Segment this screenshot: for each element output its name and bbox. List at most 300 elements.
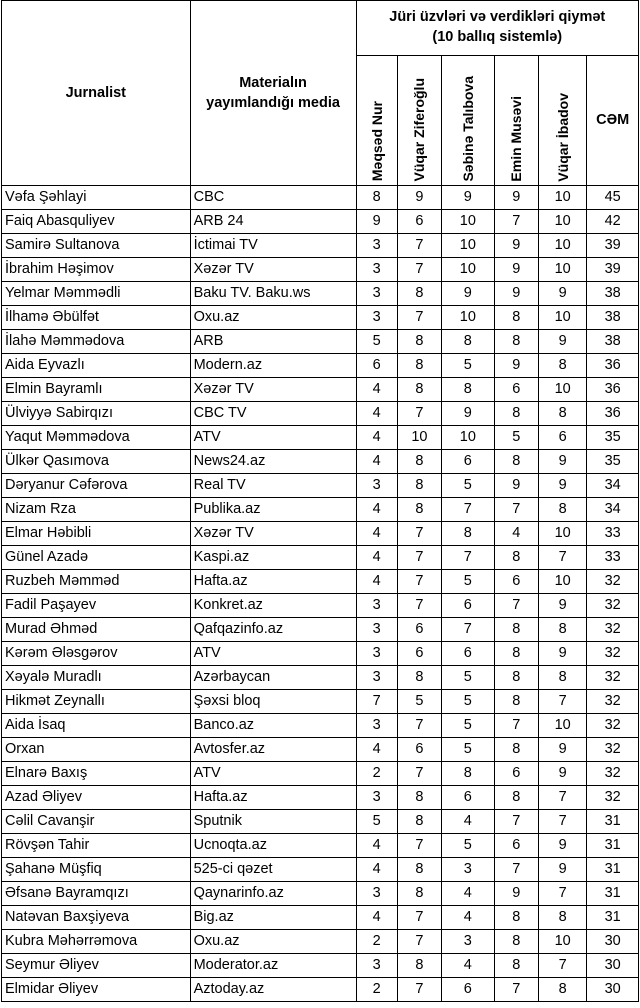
score-judge-3: 6 xyxy=(442,594,495,618)
score-judge-2: 10 xyxy=(397,426,441,450)
score-judge-2: 8 xyxy=(397,666,441,690)
table-row xyxy=(2,642,639,666)
score-judge-1: 4 xyxy=(356,498,397,522)
score-judge-2: 7 xyxy=(397,834,441,858)
score-judge-2: 8 xyxy=(397,282,441,306)
score-judge-1: 7 xyxy=(356,690,397,714)
journalist-name: Kərəm Ələsgərov xyxy=(2,642,191,666)
score-judge-3: 4 xyxy=(442,906,495,930)
journalist-name: Aida İsaq xyxy=(2,714,191,738)
score-judge-3: 5 xyxy=(442,834,495,858)
score-judge-3: 4 xyxy=(442,810,495,834)
score-judge-1: 5 xyxy=(356,330,397,354)
table-row xyxy=(2,786,639,810)
media-name: Qaynarinfo.az xyxy=(190,882,356,906)
total-score: 35 xyxy=(587,426,639,450)
media-name: Sputnik xyxy=(190,810,356,834)
score-judge-3: 6 xyxy=(442,978,495,1002)
score-judge-2: 7 xyxy=(397,402,441,426)
table-row xyxy=(2,402,639,426)
score-judge-4: 5 xyxy=(494,426,538,450)
judge-name: Səbinə Talıbova xyxy=(459,75,476,182)
score-judge-5: 9 xyxy=(538,642,586,666)
media-name: Baku TV. Baku.ws xyxy=(190,282,356,306)
media-name: Banco.az xyxy=(190,714,356,738)
score-judge-2: 8 xyxy=(397,882,441,906)
journalist-name: Elmidar Əliyev xyxy=(2,978,191,1002)
media-name: Hafta.az xyxy=(190,570,356,594)
score-judge-5: 7 xyxy=(538,786,586,810)
total-score: 32 xyxy=(587,642,639,666)
score-judge-3: 10 xyxy=(442,306,495,330)
total-label: CƏM xyxy=(596,112,630,129)
media-name: Hafta.az xyxy=(190,786,356,810)
total-score: 31 xyxy=(587,882,639,906)
table-row xyxy=(2,810,639,834)
score-judge-5: 8 xyxy=(538,354,586,378)
score-judge-3: 4 xyxy=(442,954,495,978)
score-judge-3: 8 xyxy=(442,330,495,354)
journalist-name: Fadil Paşayev xyxy=(2,594,191,618)
score-judge-5: 8 xyxy=(538,906,586,930)
score-judge-3: 6 xyxy=(442,642,495,666)
journalist-name: Şahanə Müşfiq xyxy=(2,858,191,882)
score-judge-2: 7 xyxy=(397,258,441,282)
judge-header-3 xyxy=(442,56,495,186)
total-score: 32 xyxy=(587,762,639,786)
score-judge-5: 10 xyxy=(538,306,586,330)
media-name: Kaspi.az xyxy=(190,546,356,570)
journalist-name: Hikmət Zeynallı xyxy=(2,690,191,714)
table-row xyxy=(2,426,639,450)
score-judge-4: 8 xyxy=(494,618,538,642)
media-name: Aztoday.az xyxy=(190,978,356,1002)
score-judge-2: 8 xyxy=(397,378,441,402)
table-row xyxy=(2,762,639,786)
score-judge-1: 4 xyxy=(356,522,397,546)
score-judge-2: 7 xyxy=(397,930,441,954)
score-judge-5: 8 xyxy=(538,978,586,1002)
total-score: 31 xyxy=(587,858,639,882)
table-row xyxy=(2,858,639,882)
score-judge-1: 3 xyxy=(356,618,397,642)
score-judge-2: 7 xyxy=(397,906,441,930)
score-judge-1: 3 xyxy=(356,282,397,306)
judge-header-2 xyxy=(397,56,441,186)
score-judge-3: 10 xyxy=(442,234,495,258)
journalist-name: İlahə Məmmədova xyxy=(2,330,191,354)
journalist-name: İbrahim Həşimov xyxy=(2,258,191,282)
media-name: Konkret.az xyxy=(190,594,356,618)
table-row xyxy=(2,474,639,498)
score-judge-4: 4 xyxy=(494,522,538,546)
score-judge-5: 8 xyxy=(538,402,586,426)
score-judge-2: 8 xyxy=(397,858,441,882)
table-row xyxy=(2,378,639,402)
media-name: Big.az xyxy=(190,906,356,930)
score-judge-1: 4 xyxy=(356,450,397,474)
journalist-name: Nizam Rza xyxy=(2,498,191,522)
media-name: Modern.az xyxy=(190,354,356,378)
journalist-name: Yaqut Məmmədova xyxy=(2,426,191,450)
score-judge-5: 9 xyxy=(538,282,586,306)
judge-name: Məqsəd Nur xyxy=(368,101,385,182)
score-judge-4: 8 xyxy=(494,546,538,570)
score-judge-5: 9 xyxy=(538,738,586,762)
score-judge-4: 7 xyxy=(494,858,538,882)
score-judge-5: 10 xyxy=(538,930,586,954)
score-judge-3: 9 xyxy=(442,282,495,306)
table-row xyxy=(2,978,639,1002)
score-judge-1: 3 xyxy=(356,642,397,666)
journalist-name: Ülkər Qasımova xyxy=(2,450,191,474)
score-judge-4: 9 xyxy=(494,282,538,306)
table-row xyxy=(2,210,639,234)
score-judge-2: 6 xyxy=(397,738,441,762)
table-row xyxy=(2,690,639,714)
score-judge-5: 10 xyxy=(538,186,586,210)
score-judge-4: 7 xyxy=(494,714,538,738)
judge-header-4 xyxy=(494,56,538,186)
media-name: ATV xyxy=(190,642,356,666)
score-judge-4: 8 xyxy=(494,450,538,474)
journalist-name: Kubra Məhərrəmova xyxy=(2,930,191,954)
score-judge-5: 7 xyxy=(538,546,586,570)
jury-title-line2: (10 ballıq sistemlə) xyxy=(432,29,563,45)
score-judge-3: 10 xyxy=(442,258,495,282)
media-name: CBC xyxy=(190,186,356,210)
score-judge-4: 9 xyxy=(494,354,538,378)
score-judge-1: 9 xyxy=(356,210,397,234)
journalist-name: Ruzbeh Məmməd xyxy=(2,570,191,594)
total-score: 45 xyxy=(587,186,639,210)
score-judge-2: 7 xyxy=(397,594,441,618)
journalist-name: Xəyalə Muradlı xyxy=(2,666,191,690)
score-judge-2: 7 xyxy=(397,306,441,330)
score-judge-3: 5 xyxy=(442,666,495,690)
score-judge-2: 7 xyxy=(397,714,441,738)
score-judge-1: 4 xyxy=(356,378,397,402)
journalist-name: Elmin Bayramlı xyxy=(2,378,191,402)
score-judge-5: 10 xyxy=(538,522,586,546)
score-judge-4: 9 xyxy=(494,258,538,282)
journalist-name: Əfsanə Bayramqızı xyxy=(2,882,191,906)
score-judge-5: 9 xyxy=(538,330,586,354)
score-judge-4: 8 xyxy=(494,402,538,426)
media-name: Publika.az xyxy=(190,498,356,522)
total-column-header xyxy=(587,56,639,186)
media-name: Xəzər TV xyxy=(190,522,356,546)
score-judge-2: 7 xyxy=(397,978,441,1002)
journalist-name: Yelmar Məmmədli xyxy=(2,282,191,306)
total-score: 32 xyxy=(587,690,639,714)
score-judge-5: 10 xyxy=(538,210,586,234)
score-judge-3: 4 xyxy=(442,882,495,906)
score-judge-4: 7 xyxy=(494,978,538,1002)
score-judge-4: 9 xyxy=(494,474,538,498)
score-judge-2: 8 xyxy=(397,330,441,354)
score-judge-5: 7 xyxy=(538,690,586,714)
score-judge-3: 8 xyxy=(442,522,495,546)
score-judge-1: 2 xyxy=(356,930,397,954)
score-judge-1: 4 xyxy=(356,906,397,930)
table-row xyxy=(2,882,639,906)
score-judge-3: 7 xyxy=(442,498,495,522)
score-judge-5: 8 xyxy=(538,618,586,642)
score-judge-2: 8 xyxy=(397,810,441,834)
total-score: 32 xyxy=(587,618,639,642)
media-name: Oxu.az xyxy=(190,306,356,330)
total-score: 36 xyxy=(587,402,639,426)
media-name: CBC TV xyxy=(190,402,356,426)
score-judge-5: 7 xyxy=(538,810,586,834)
media-name: Avtosfer.az xyxy=(190,738,356,762)
journalist-name: Elnarə Baxış xyxy=(2,762,191,786)
score-judge-1: 3 xyxy=(356,306,397,330)
journalist-name: Dəryanur Cəfərova xyxy=(2,474,191,498)
score-judge-2: 6 xyxy=(397,642,441,666)
score-judge-4: 8 xyxy=(494,930,538,954)
score-judge-5: 9 xyxy=(538,762,586,786)
score-judge-5: 9 xyxy=(538,858,586,882)
judge-header-5 xyxy=(538,56,586,186)
judge-name: Emin Musəvi xyxy=(508,95,525,182)
score-judge-1: 3 xyxy=(356,594,397,618)
total-score: 34 xyxy=(587,498,639,522)
score-judge-3: 9 xyxy=(442,402,495,426)
score-judge-1: 8 xyxy=(356,186,397,210)
score-judge-4: 6 xyxy=(494,762,538,786)
score-judge-2: 9 xyxy=(397,186,441,210)
table-row xyxy=(2,234,639,258)
score-judge-4: 9 xyxy=(494,882,538,906)
score-judge-2: 7 xyxy=(397,234,441,258)
score-judge-2: 5 xyxy=(397,690,441,714)
score-judge-1: 3 xyxy=(356,786,397,810)
table-row xyxy=(2,354,639,378)
score-judge-2: 8 xyxy=(397,498,441,522)
table-row xyxy=(2,666,639,690)
journalist-name: Seymur Əliyev xyxy=(2,954,191,978)
score-judge-1: 6 xyxy=(356,354,397,378)
score-judge-5: 7 xyxy=(538,882,586,906)
media-name: İctimai TV xyxy=(190,234,356,258)
table-row xyxy=(2,522,639,546)
score-judge-4: 6 xyxy=(494,570,538,594)
score-judge-2: 7 xyxy=(397,570,441,594)
media-name: Oxu.az xyxy=(190,930,356,954)
score-judge-2: 6 xyxy=(397,618,441,642)
table-row xyxy=(2,834,639,858)
score-judge-4: 7 xyxy=(494,210,538,234)
score-judge-5: 10 xyxy=(538,570,586,594)
table-row xyxy=(2,258,639,282)
journalist-name: İlhamə Əbülfət xyxy=(2,306,191,330)
score-judge-4: 8 xyxy=(494,954,538,978)
journalist-name: Orxan xyxy=(2,738,191,762)
score-judge-4: 8 xyxy=(494,642,538,666)
total-score: 36 xyxy=(587,354,639,378)
header-row-top xyxy=(2,1,639,56)
media-name: Ucnoqta.az xyxy=(190,834,356,858)
total-score: 31 xyxy=(587,810,639,834)
score-judge-3: 8 xyxy=(442,762,495,786)
score-judge-2: 7 xyxy=(397,546,441,570)
media-name: News24.az xyxy=(190,450,356,474)
score-judge-5: 9 xyxy=(538,834,586,858)
journalist-name: Aida Eyvazlı xyxy=(2,354,191,378)
table-row xyxy=(2,954,639,978)
media-name: Xəzər TV xyxy=(190,378,356,402)
score-judge-2: 6 xyxy=(397,210,441,234)
score-judge-1: 3 xyxy=(356,258,397,282)
score-judge-3: 5 xyxy=(442,690,495,714)
media-name: Moderator.az xyxy=(190,954,356,978)
total-score: 30 xyxy=(587,930,639,954)
total-score: 31 xyxy=(587,834,639,858)
media-name: ARB xyxy=(190,330,356,354)
table-body xyxy=(2,186,639,1002)
journalist-name: Cəlil Cavanşir xyxy=(2,810,191,834)
total-score: 32 xyxy=(587,594,639,618)
journalist-name: Faiq Abasquliyev xyxy=(2,210,191,234)
score-judge-1: 3 xyxy=(356,882,397,906)
score-judge-3: 6 xyxy=(442,450,495,474)
total-score: 32 xyxy=(587,738,639,762)
table-row xyxy=(2,594,639,618)
score-judge-3: 7 xyxy=(442,546,495,570)
table-row xyxy=(2,738,639,762)
score-judge-5: 9 xyxy=(538,594,586,618)
total-score: 34 xyxy=(587,474,639,498)
score-judge-1: 5 xyxy=(356,810,397,834)
table-row xyxy=(2,618,639,642)
journalist-name: Ülviyyə Sabirqızı xyxy=(2,402,191,426)
score-judge-4: 7 xyxy=(494,810,538,834)
table-row xyxy=(2,930,639,954)
table-row xyxy=(2,906,639,930)
table-row xyxy=(2,498,639,522)
score-judge-4: 8 xyxy=(494,738,538,762)
score-judge-4: 8 xyxy=(494,690,538,714)
score-judge-4: 8 xyxy=(494,906,538,930)
score-judge-5: 10 xyxy=(538,234,586,258)
score-judge-2: 7 xyxy=(397,762,441,786)
media-name: ATV xyxy=(190,762,356,786)
media-name: Azərbaycan xyxy=(190,666,356,690)
score-judge-2: 8 xyxy=(397,474,441,498)
score-judge-1: 2 xyxy=(356,762,397,786)
media-label-line2: yayımlandığı media xyxy=(206,95,340,111)
media-name: ATV xyxy=(190,426,356,450)
score-judge-1: 4 xyxy=(356,738,397,762)
score-judge-4: 8 xyxy=(494,786,538,810)
journalist-name: Murad Əhməd xyxy=(2,618,191,642)
judge-header-1 xyxy=(356,56,397,186)
score-judge-1: 4 xyxy=(356,570,397,594)
total-score: 38 xyxy=(587,282,639,306)
total-score: 38 xyxy=(587,330,639,354)
table-row xyxy=(2,450,639,474)
score-judge-4: 7 xyxy=(494,594,538,618)
total-score: 39 xyxy=(587,234,639,258)
score-judge-5: 9 xyxy=(538,450,586,474)
score-judge-5: 8 xyxy=(538,498,586,522)
score-judge-1: 2 xyxy=(356,978,397,1002)
score-judge-5: 6 xyxy=(538,426,586,450)
journalist-name: Samirə Sultanova xyxy=(2,234,191,258)
score-judge-4: 7 xyxy=(494,498,538,522)
total-score: 30 xyxy=(587,978,639,1002)
score-judge-4: 8 xyxy=(494,330,538,354)
total-score: 42 xyxy=(587,210,639,234)
score-judge-1: 4 xyxy=(356,402,397,426)
score-judge-4: 8 xyxy=(494,666,538,690)
score-judge-4: 9 xyxy=(494,234,538,258)
score-judge-4: 9 xyxy=(494,186,538,210)
total-score: 33 xyxy=(587,522,639,546)
score-judge-5: 8 xyxy=(538,666,586,690)
score-judge-5: 10 xyxy=(538,378,586,402)
score-judge-3: 5 xyxy=(442,570,495,594)
score-judge-5: 7 xyxy=(538,954,586,978)
media-label-line1: Materialın xyxy=(239,74,307,91)
score-judge-1: 4 xyxy=(356,834,397,858)
score-judge-2: 7 xyxy=(397,522,441,546)
total-score: 32 xyxy=(587,570,639,594)
score-judge-5: 9 xyxy=(538,474,586,498)
journalist-name: Rövşən Tahir xyxy=(2,834,191,858)
table-row xyxy=(2,330,639,354)
table-row xyxy=(2,186,639,210)
score-judge-3: 5 xyxy=(442,474,495,498)
score-judge-3: 8 xyxy=(442,378,495,402)
table-row xyxy=(2,306,639,330)
score-judge-1: 3 xyxy=(356,474,397,498)
score-judge-5: 10 xyxy=(538,258,586,282)
journalist-column-header xyxy=(2,1,191,186)
score-judge-1: 3 xyxy=(356,666,397,690)
score-judge-3: 9 xyxy=(442,186,495,210)
media-name: 525-ci qəzet xyxy=(190,858,356,882)
score-judge-5: 10 xyxy=(538,714,586,738)
table-row xyxy=(2,546,639,570)
table-row xyxy=(2,570,639,594)
results-table xyxy=(1,0,639,1002)
total-score: 35 xyxy=(587,450,639,474)
jury-title xyxy=(356,1,638,56)
total-score: 36 xyxy=(587,378,639,402)
media-name: Şəxsi bloq xyxy=(190,690,356,714)
journalist-name: Natəvan Baxşiyeva xyxy=(2,906,191,930)
media-name: Real TV xyxy=(190,474,356,498)
score-judge-1: 4 xyxy=(356,426,397,450)
score-judge-3: 6 xyxy=(442,786,495,810)
total-score: 38 xyxy=(587,306,639,330)
score-judge-4: 6 xyxy=(494,834,538,858)
media-name: ARB 24 xyxy=(190,210,356,234)
judge-name: Vüqar Ziferoğlu xyxy=(411,78,428,182)
score-judge-1: 3 xyxy=(356,954,397,978)
journalist-name: Azad Əliyev xyxy=(2,786,191,810)
total-score: 32 xyxy=(587,786,639,810)
score-judge-2: 8 xyxy=(397,786,441,810)
score-judge-4: 8 xyxy=(494,306,538,330)
journalist-name: Günel Azadə xyxy=(2,546,191,570)
media-column-header xyxy=(190,1,356,186)
jury-title-line1: Jüri üzvləri və verdikləri qiymət xyxy=(389,9,606,26)
score-judge-3: 7 xyxy=(442,618,495,642)
